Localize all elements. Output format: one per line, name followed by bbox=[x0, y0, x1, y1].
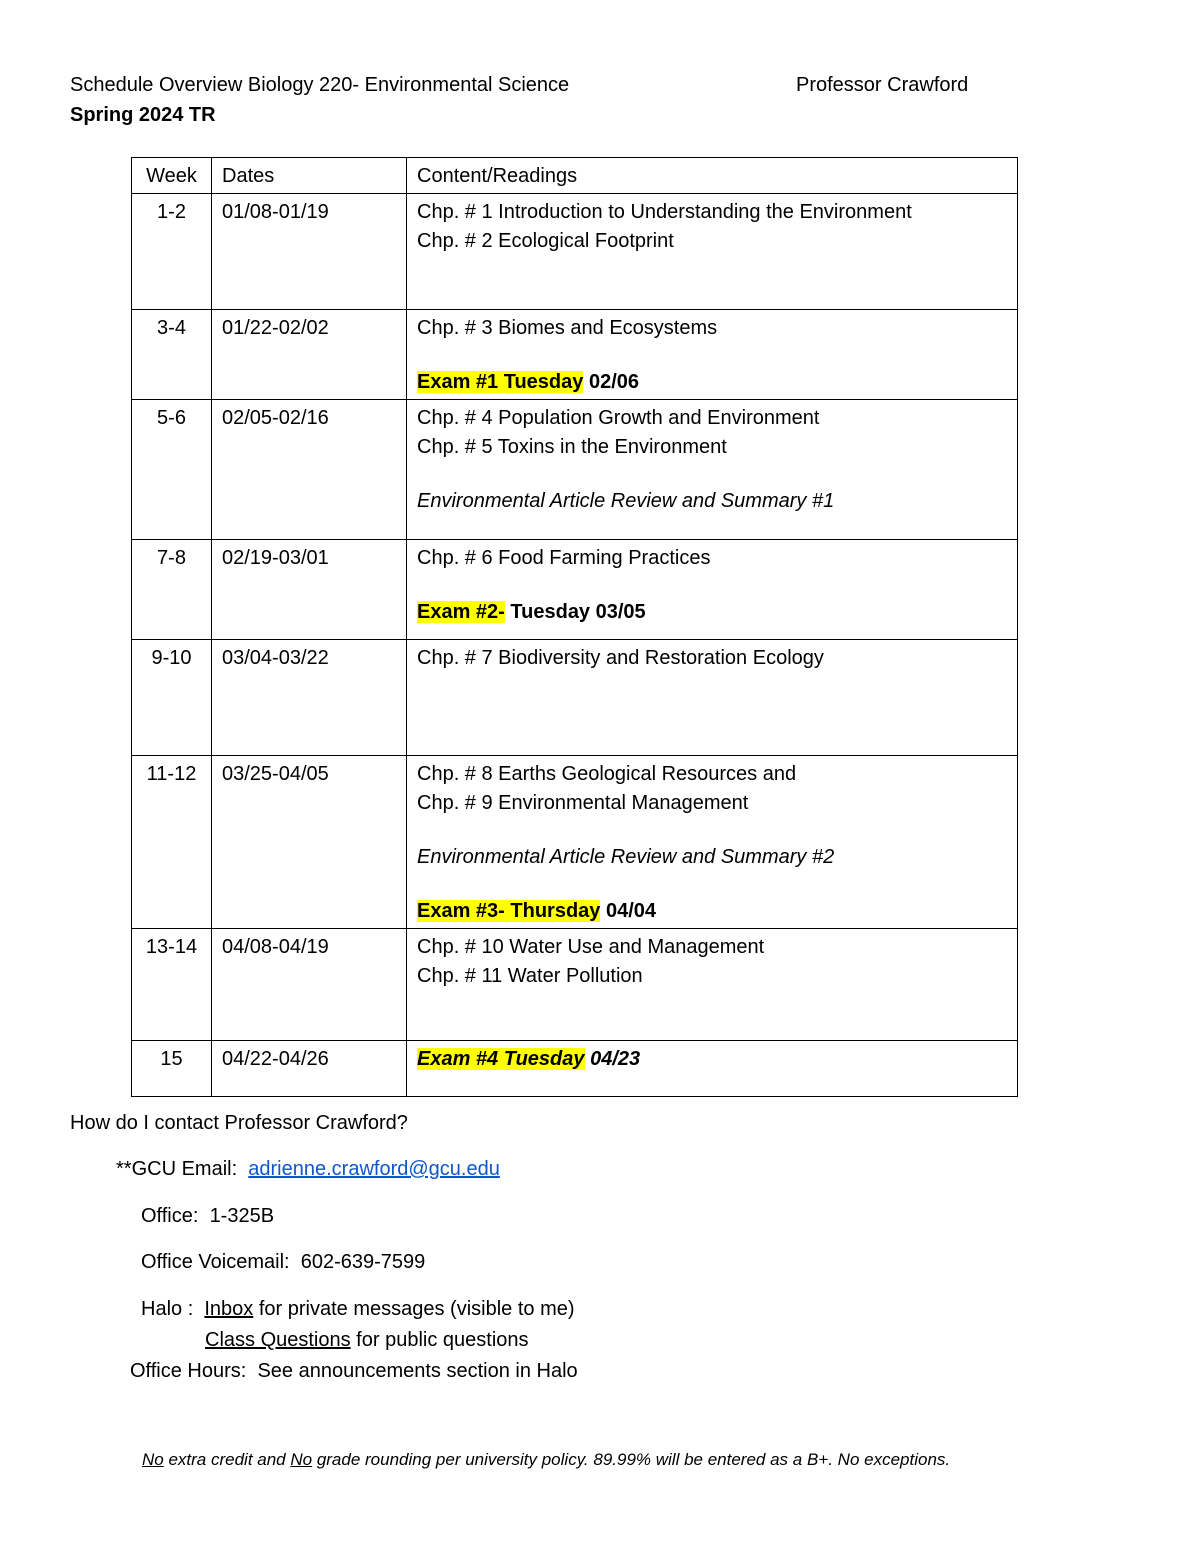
content-cell bbox=[407, 640, 1018, 756]
halo-row bbox=[141, 1298, 575, 1321]
contact-heading: How do I contact Professor Crawford? bbox=[70, 1112, 408, 1134]
footnote-no: No bbox=[290, 1450, 313, 1469]
dates-cell: 01/22-02/02 bbox=[212, 310, 407, 400]
week-cell: 15 bbox=[132, 1041, 212, 1097]
reading-line: Chp. # 3 Biomes and Ecosystems bbox=[417, 317, 718, 339]
inbox-link[interactable]: Inbox bbox=[204, 1298, 254, 1320]
table-row bbox=[132, 540, 1018, 640]
week-cell: 7-8 bbox=[132, 540, 212, 640]
exam-highlight: Exam #2- bbox=[417, 601, 505, 623]
column-header-dates: Dates bbox=[212, 158, 407, 194]
week-cell: 11-12 bbox=[132, 756, 212, 929]
exam-line bbox=[417, 368, 1007, 397]
dates-cell: 02/19-03/01 bbox=[212, 540, 407, 640]
class-questions-text: for public questions bbox=[350, 1329, 529, 1351]
dates-cell: 02/05-02/16 bbox=[212, 400, 407, 540]
exam-line bbox=[417, 598, 1007, 627]
exam-date: 02/06 bbox=[583, 371, 639, 393]
voicemail-value: 602-639-7599 bbox=[300, 1251, 426, 1273]
office-hours-label: Office Hours: bbox=[130, 1360, 247, 1382]
week-cell: 13-14 bbox=[132, 929, 212, 1041]
reading-line: Chp. # 2 Ecological Footprint bbox=[417, 230, 674, 252]
exam-date: 04/04 bbox=[600, 900, 657, 922]
footnote-text: extra credit and bbox=[163, 1450, 291, 1469]
content-cell bbox=[407, 1041, 1018, 1097]
reading-line: Chp. # 6 Food Farming Practices bbox=[417, 547, 711, 569]
week-cell: 1-2 bbox=[132, 194, 212, 310]
content-cell bbox=[407, 400, 1018, 540]
dates-cell: 04/22-04/26 bbox=[212, 1041, 407, 1097]
table-row bbox=[132, 400, 1018, 540]
column-header-week: Week bbox=[132, 158, 212, 194]
dates-cell: 03/04-03/22 bbox=[212, 640, 407, 756]
voicemail-row bbox=[141, 1251, 425, 1274]
office-value: 1-325B bbox=[209, 1205, 275, 1227]
content-cell bbox=[407, 540, 1018, 640]
dates-cell: 01/08-01/19 bbox=[212, 194, 407, 310]
table-row bbox=[132, 194, 1018, 310]
reading-line: Chp. # 1 Introduction to Understanding the Environment bbox=[417, 201, 912, 223]
assignment-note: Environmental Article Review and Summary #2 bbox=[417, 846, 835, 868]
reading-line: Chp. # 5 Toxins in the Environment bbox=[417, 436, 727, 458]
column-header-content: Content/Readings bbox=[407, 158, 1018, 194]
reading-line: Chp. # 11 Water Pollution bbox=[417, 965, 643, 987]
schedule-table bbox=[131, 157, 1018, 1097]
table-row bbox=[132, 1041, 1018, 1097]
week-cell: 9-10 bbox=[132, 640, 212, 756]
week-cell: 3-4 bbox=[132, 310, 212, 400]
exam-highlight: Exam #3- Thursday bbox=[417, 900, 601, 922]
exam-highlight: Exam #1 Tuesday bbox=[417, 371, 584, 393]
dates-cell: 04/08-04/19 bbox=[212, 929, 407, 1041]
office-label: Office: bbox=[141, 1205, 199, 1227]
content-cell bbox=[407, 310, 1018, 400]
table-row bbox=[132, 640, 1018, 756]
content-cell bbox=[407, 929, 1018, 1041]
inbox-text: for private messages (visible to me) bbox=[253, 1298, 575, 1320]
exam-line bbox=[417, 1045, 1007, 1074]
content-cell bbox=[407, 756, 1018, 929]
policy-footnote bbox=[142, 1450, 950, 1470]
footnote-no: No bbox=[142, 1450, 164, 1469]
email-link[interactable]: adrienne.crawford@gcu.edu bbox=[248, 1158, 500, 1180]
content-cell bbox=[407, 194, 1018, 310]
office-hours-row bbox=[130, 1360, 578, 1383]
exam-line bbox=[417, 897, 1007, 926]
class-questions-link[interactable]: Class Questions bbox=[205, 1329, 351, 1351]
class-questions-row bbox=[205, 1329, 529, 1352]
reading-line: Chp. # 8 Earths Geological Resources and bbox=[417, 763, 797, 785]
table-row bbox=[132, 756, 1018, 929]
assignment-note: Environmental Article Review and Summary #1 bbox=[417, 490, 835, 512]
email-row bbox=[116, 1158, 500, 1181]
week-cell: 5-6 bbox=[132, 400, 212, 540]
exam-date: Tuesday 03/05 bbox=[504, 601, 646, 623]
reading-line: Chp. # 9 Environmental Management bbox=[417, 792, 749, 814]
halo-label: Halo : bbox=[141, 1298, 194, 1320]
reading-line: Chp. # 7 Biodiversity and Restoration Ecology bbox=[417, 647, 824, 669]
table-header-row bbox=[132, 158, 1018, 194]
email-label: **GCU Email: bbox=[116, 1158, 238, 1180]
table-row bbox=[132, 310, 1018, 400]
office-hours-text: See announcements section in Halo bbox=[257, 1360, 578, 1382]
reading-line: Chp. # 10 Water Use and Management bbox=[417, 936, 765, 958]
reading-line: Chp. # 4 Population Growth and Environment bbox=[417, 407, 820, 429]
term-label: Spring 2024 TR bbox=[70, 104, 216, 126]
office-row bbox=[141, 1205, 274, 1228]
exam-highlight: Exam #4 Tuesday bbox=[417, 1048, 585, 1070]
document-title: Schedule Overview Biology 220- Environmental Science bbox=[70, 74, 570, 96]
exam-date: 04/23 bbox=[584, 1048, 641, 1070]
voicemail-label: Office Voicemail: bbox=[141, 1251, 290, 1273]
footnote-text: grade rounding per university policy. 89.99% will be entered as a B+. No exceptions. bbox=[312, 1450, 951, 1469]
table-row bbox=[132, 929, 1018, 1041]
professor-name: Professor Crawford bbox=[796, 74, 969, 96]
dates-cell: 03/25-04/05 bbox=[212, 756, 407, 929]
